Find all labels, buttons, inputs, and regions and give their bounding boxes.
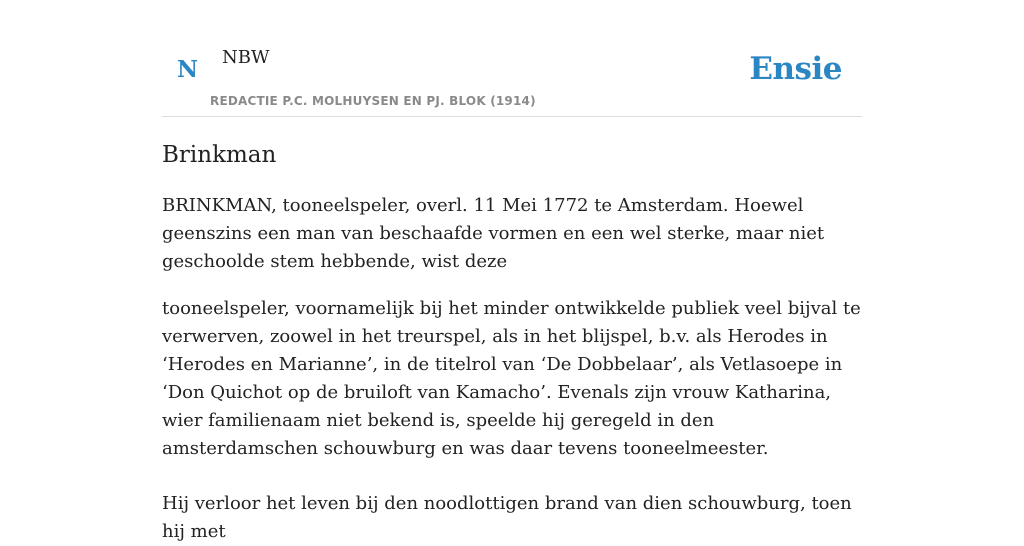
article	[162, 136, 864, 546]
source-logo[interactable]: N	[177, 56, 199, 83]
source-name[interactable]: NBW	[222, 47, 270, 68]
article-paragraph: tooneelspeler, voornamelijk bij het minder ontwikkelde publiek veel bijval te verwerven, zoowel in het treurspel, als in het blijspel, b.v. als Herodes in ‘Herodes en Marianne’, in de titelrol van ‘De Dobbelaar’, als Vetlasoepe in ‘Don Quichot op de bruiloft van Kamacho’. Evenals zijn vrouw Katharina, wier familienaam niet bekend is, speelde hij geregeld in den amsterdamschen schouwburg en was daar tevens tooneelmeester.	[162, 298, 861, 459]
source-editors: REDACTIE P.C. MOLHUYSEN EN PJ. BLOK (1914)	[210, 94, 536, 108]
brand-logo[interactable]: Ensie	[749, 51, 842, 87]
article-paragraph: Hij verloor het leven bij den noodlottigen brand van dien schouwburg, toen hij met	[162, 493, 852, 542]
source-header	[162, 0, 862, 117]
article-title: Brinkman	[162, 142, 277, 168]
article-paragraph: BRINKMAN, tooneelspeler, overl. 11 Mei 1772 te Amsterdam. Hoewel geenszins een man van beschaafde vormen en een wel sterke, maar niet geschoolde stem hebbende, wist deze	[162, 195, 825, 272]
